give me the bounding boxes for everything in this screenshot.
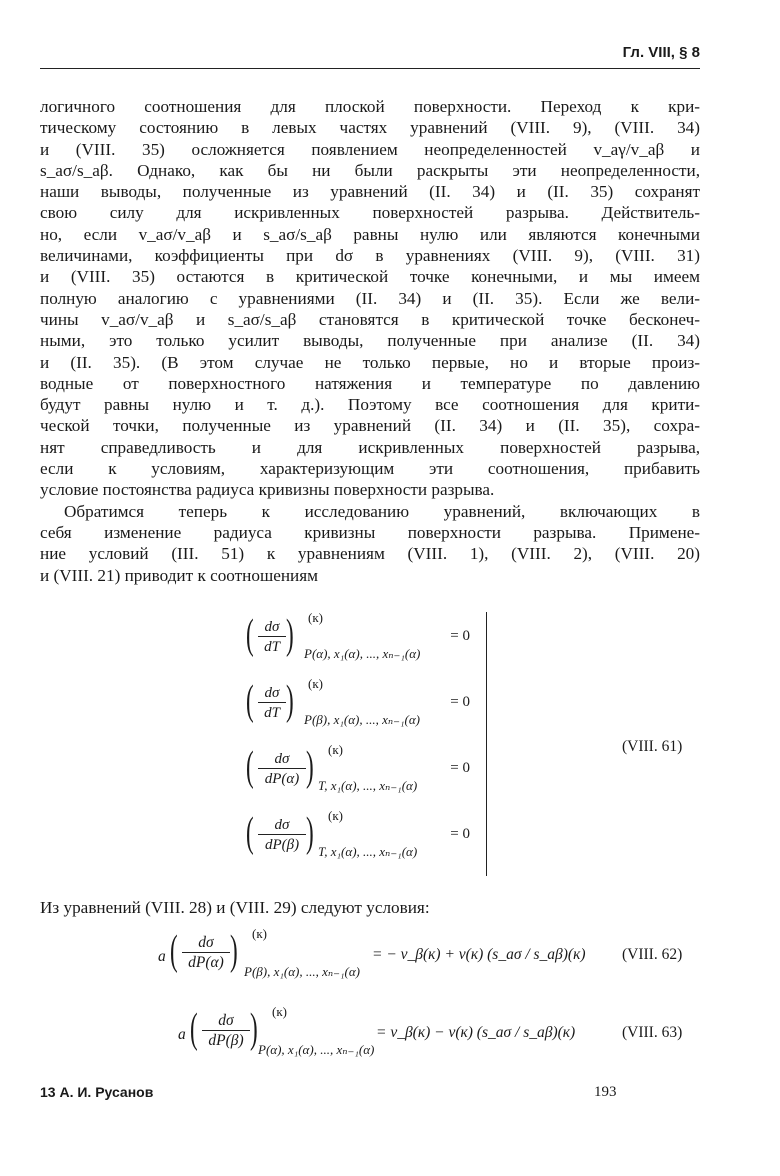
fraction [182,934,230,973]
text-line: нят справедливость и для искривленных поверхностей разрыва, [40,437,700,457]
superscript: (к) [328,742,343,757]
paren-left: ( [246,612,254,658]
denominator: dP(α) [188,954,224,971]
paren-left: ( [246,744,254,790]
subscript: P(β), x₁(α), ..., xₙ₋₁(α) [244,964,360,979]
text-line: и (VIII. 21) приводит к соотношениям [40,565,319,585]
text-line: условие постоянства радиуса кривизны поверхности разрыва. [40,480,495,500]
text-line: наши выводы, полученные из уравнений (II. 34) и (II. 35) сохранят [40,182,700,202]
subscript: T, x₁(α), ..., xₙ₋₁(α) [318,844,418,859]
paren-right: ) [286,678,294,724]
numerator: dσ [258,750,306,769]
text-line: и (VIII. 35) осложняется появлением неопределенностей v_aγ/v_aβ и [40,139,700,159]
superscript: (к) [252,926,267,941]
denominator: dT [264,705,280,721]
coefficient: a [158,948,166,965]
numerator: dσ [258,684,286,703]
fraction [202,1012,250,1051]
equation-rhs: = 0 [450,760,470,776]
text-line: но, если v_aσ/v_aβ и s_aσ/s_aβ равны нулю или являются конечными [40,224,700,244]
text-line: свою силу для искривленных поверхностей разрыва. Действитель- [40,203,700,223]
text-line: тическому состоянию в левых частях уравнений (VIII. 9), (VIII. 34) [40,118,700,138]
subscript: T, x₁(α), ..., xₙ₋₁(α) [318,778,418,793]
system-equation [246,676,476,740]
subscript: P(α), x₁(α), ..., xₙ₋₁(α) [258,1042,375,1057]
equation-number: (VIII. 61) [622,738,683,755]
paren-right: ) [306,810,314,856]
running-head-text: Гл. VIII, § 8 [622,44,700,61]
denominator: dP(β) [208,1032,244,1049]
numerator: dσ [202,1012,250,1031]
system-equation [246,808,476,872]
text-line: s_aσ/s_aβ. Однако, как бы ни были раскрыты эти неопределенности, [40,160,700,180]
equation-system [246,612,487,876]
page-footer [40,1084,700,1108]
text-line: и (VIII. 35) остаются в критической точке конечными, и мы имеем [40,267,700,287]
text-line: полную аналогию с уравнениями (II. 34) и (II. 35). Если же вели- [40,288,700,308]
conditions-intro: Из уравнений (VIII. 28) и (VIII. 29) следуют условия: [40,898,430,917]
text-line: величинами, коэффициенты при dσ в уравнениях (VIII. 9), (VIII. 31) [40,246,700,266]
coefficient: a [178,1026,186,1043]
page-number: 193 [594,1084,617,1100]
fraction [258,750,306,789]
superscript: (к) [272,1004,287,1019]
equation [158,926,598,994]
running-head [40,38,700,69]
superscript: (к) [328,808,343,823]
text-line: ние условий (III. 51) к уравнениям (VIII. 1), (VIII. 2), (VIII. 20) [40,544,700,564]
text-line: логичного соотношения для плоской поверхности. Переход к кри- [40,97,700,116]
body-text [40,96,700,586]
equation-rhs: = − v_β(к) + v(к) (s_aσ / s_aβ)(к) [372,946,586,963]
fraction [258,816,306,855]
numerator: dσ [182,934,230,953]
paren-left: ( [190,1006,198,1052]
superscript: (к) [308,610,323,625]
equation [178,1004,598,1072]
numerator: dσ [258,618,286,637]
paren-left: ( [170,928,178,974]
paren-right: ) [306,744,314,790]
equation-number: (VIII. 62) [622,946,683,963]
subscript: P(α), x₁(α), ..., xₙ₋₁(α) [304,646,421,661]
denominator: dP(α) [264,771,300,787]
text-line: будут равны нулю и т. д.). Поэтому все соотношения для крити- [40,395,700,415]
paren-right: ) [286,612,294,658]
text-line: водные от поверхностного натяжения и температуре по давлению [40,373,700,393]
subscript: P(β), x₁(α), ..., xₙ₋₁(α) [304,712,420,727]
denominator: dT [264,639,280,655]
text-line: если к условиям, характеризующим эти соотношения, прибавить [40,459,700,479]
fraction [258,618,286,657]
text-line: и (II. 35). (В этом случае не только первые, но и вторые произ- [40,352,700,372]
equation-rhs: = v_β(к) − v(к) (s_aσ / s_aβ)(к) [376,1024,576,1041]
text-line: себя изменение радиуса кривизны поверхности разрыва. Примене- [40,522,700,542]
text-line: ными, это только усилит выводы, полученные при анализе (II. 34) [40,331,700,351]
signature-mark: 13 А. И. Русанов [40,1084,154,1100]
system-equation [246,742,476,806]
paren-right: ) [230,928,238,974]
paragraph-1 [40,96,700,501]
text-line: ческой точки, полученные из уравнений (II. 34) и (II. 35), сохра- [40,416,700,436]
numerator: dσ [258,816,306,835]
equation-number: (VIII. 63) [622,1024,683,1041]
paren-right: ) [250,1006,258,1052]
fraction [258,684,286,723]
equation-rhs: = 0 [450,694,470,710]
equation-rhs: = 0 [450,826,470,842]
equation-rhs: = 0 [450,628,470,644]
paren-left: ( [246,678,254,724]
text-line: Обратимся теперь к исследованию уравнений, включающих в [64,501,700,521]
denominator: dP(β) [264,837,300,853]
superscript: (к) [308,676,323,691]
text-line: чины v_aσ/v_aβ и s_aσ/s_aβ становятся в критической точке бесконеч- [40,309,700,329]
paragraph-2 [40,501,700,586]
paren-left: ( [246,810,254,856]
system-equation [246,610,476,674]
